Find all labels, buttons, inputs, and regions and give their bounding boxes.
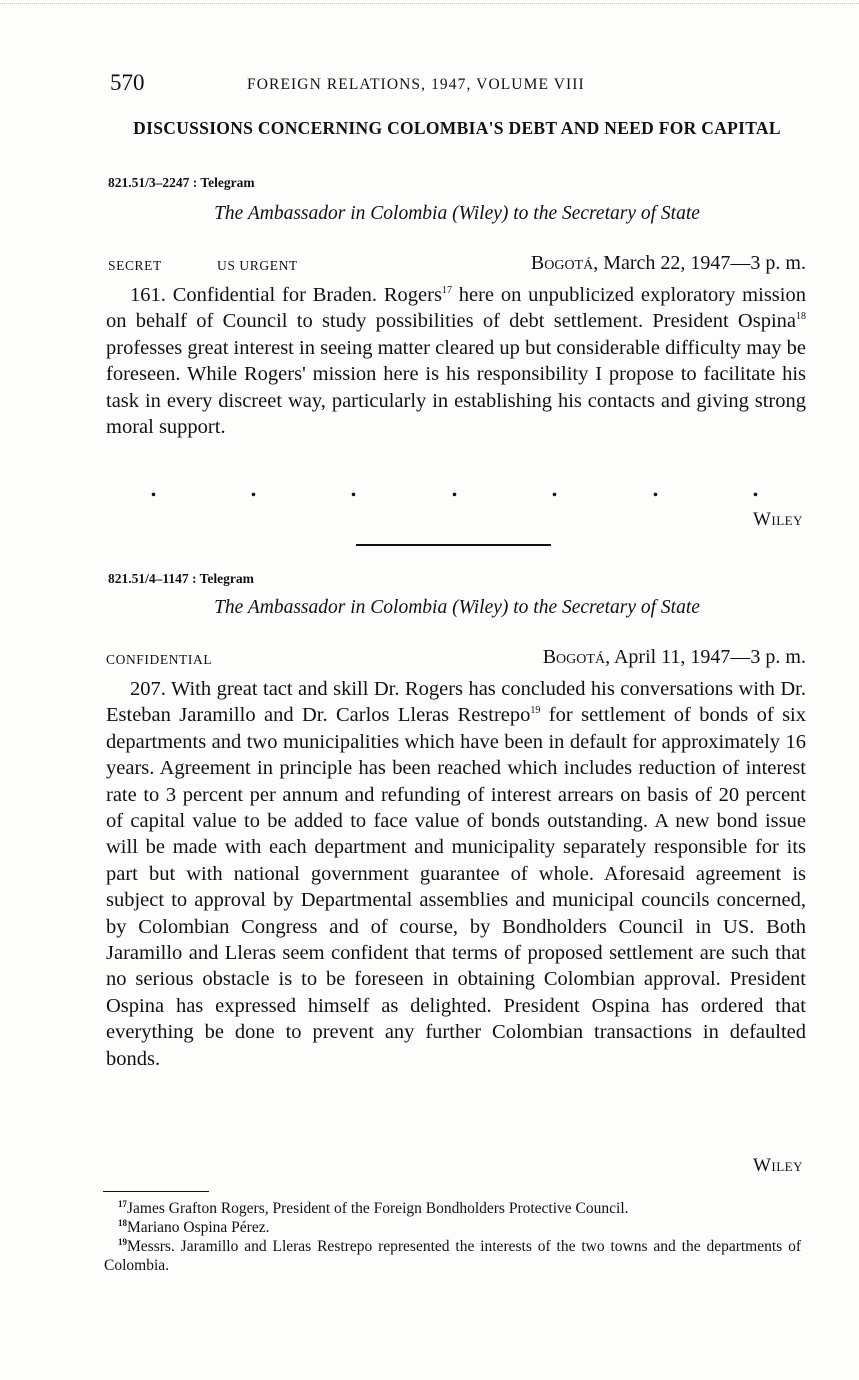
footnote-19 [104,1237,801,1275]
omission-dot: . [250,477,257,501]
doc1-classification-secret: SECRET [108,258,162,273]
doc2-heading: The Ambassador in Colombia (Wiley) to the Secretary of State [214,597,700,618]
footnote-number: 17 [118,1199,127,1209]
footnote-17 [104,1199,801,1218]
footnote-number: 19 [118,1237,127,1247]
doc1-place-date [531,252,806,275]
doc2-place: Bogotá [542,646,606,668]
doc1-body-end: professes great interest in seeing matter cleared up but considerable difficulty may be foreseen. While Rogers' mission here is his responsibility I propose to facilitate his task in every discreet way, particularly in establishing his contacts and giving strong moral support. [106,336,806,439]
footnote-ref-17: 17 [441,285,452,296]
section-divider [356,544,551,546]
doc1-body-start: 161. Confidential for Braden. Rogers [130,284,442,306]
omission-dot: . [752,477,759,501]
doc2-body-end: for settlement of bonds of six departments and two municipalities which have been in default for approximately 16 years. Agreement in principle has been reached which includes reduction of interest rate to 3 percent per annum and refunding of interest arrears on basis of 20 percent of capital value to be added to face value of bonds outstanding. A new bond issue will be made with each department and municipality separately responsible for its part but with national government guarantee of whole. Aforesaid agreement is subject to approval by Departmental assemblies and municipal councils concerned, by Colombian Congress and of course, by Bondholders Council in US. Both Jaramillo and Lleras seem confident that terms of proposed settlement are such that no serious obstacle is to be foreseen in obtaining Colombian approval. President Ospina has expressed himself as delighted. President Ospina has ordered that everything be done to prevent any further Colombian transactions in defaulted bonds. [106,704,806,1070]
omission-dots [150,477,760,501]
footnotes [104,1199,801,1275]
footnote-number: 18 [118,1218,127,1228]
running-head [110,70,810,98]
doc1-date: , March 22, 1947—3 p. m. [593,252,806,274]
page-number: 570 [110,70,145,95]
doc2-classification: CONFIDENTIAL [106,652,213,667]
omission-dot: . [350,477,357,501]
footnote-18 [104,1218,801,1237]
doc1-heading: The Ambassador in Colombia (Wiley) to the Secretary of State [214,203,700,224]
doc1-body-mid: here on unpublicized exploratory mission on behalf of Council to study possibilities of debt settlement. President Ospina [106,284,806,333]
footnote-text: Mariano Ospina Pérez. [127,1219,270,1236]
doc1-signature: Wiley [752,509,803,530]
doc1-dateline [106,252,806,276]
doc1-classification-urgent: US URGENT [217,258,298,273]
doc2-body-start: 207. With great tact and skill Dr. Rogers has concluded his conversations with Dr. Esteban Jaramillo and Dr. Carlos Lleras Restrepo [106,678,806,727]
omission-dot: . [652,477,659,501]
doc2-body [106,676,806,1072]
footnote-rule [103,1191,209,1192]
doc2-date: , April 11, 1947—3 p. m. [605,646,806,668]
footnote-ref-19: 19 [530,705,541,717]
footnote-ref-18: 18 [796,311,806,323]
doc1-place: Bogotá [530,252,594,274]
footnote-text: Messrs. Jaramillo and Lleras Restrepo represented the interests of the two towns and the departments of Colombia. [104,1238,801,1274]
omission-dot: . [551,477,558,501]
section-title: DISCUSSIONS CONCERNING COLOMBIA'S DEBT AND NEED FOR CAPITAL [133,118,781,138]
doc2-file-reference: 821.51/4–1147 : Telegram [108,571,254,586]
doc1-file-reference: 821.51/3–2247 : Telegram [108,175,255,190]
scan-edge-line [0,3,859,4]
doc1-body [106,282,806,440]
doc2-dateline [106,646,806,670]
omission-dot: . [451,477,458,501]
omission-dot: . [150,477,157,501]
doc2-signature: Wiley [752,1155,803,1176]
footnote-text: James Grafton Rogers, President of the Foreign Bondholders Protective Council. [127,1200,629,1217]
doc2-place-date [543,646,806,669]
running-title: FOREIGN RELATIONS, 1947, VOLUME VIII [247,76,585,93]
